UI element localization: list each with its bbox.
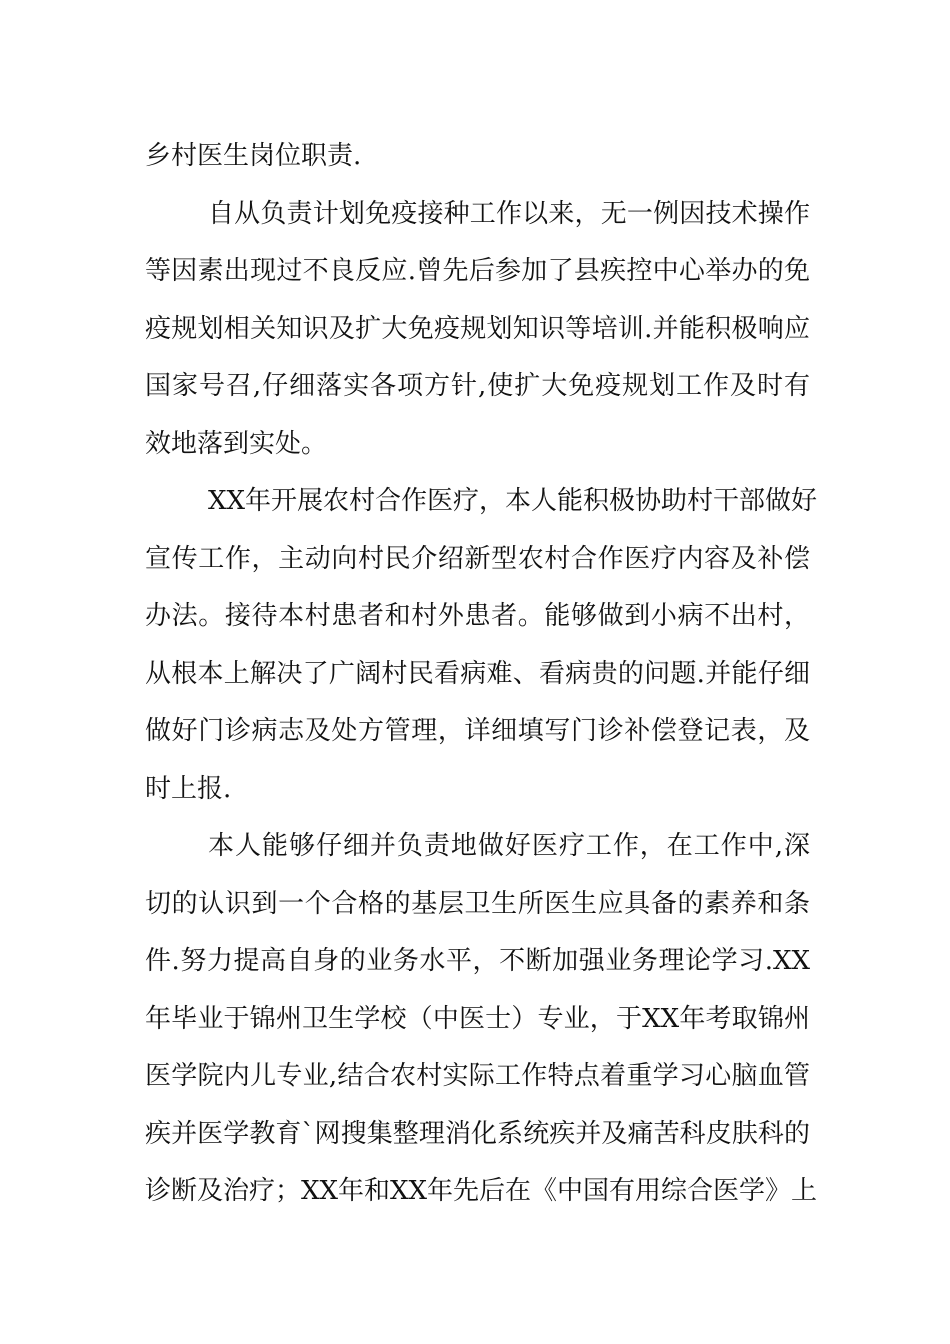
text-line: 国家号召,仔细落实各项方针,使扩大免疫规划工作及时有 bbox=[145, 371, 810, 401]
text-line: 医学院内儿专业,结合农村实际工作特点着重学习心脑血管 bbox=[145, 1061, 810, 1091]
text-line: 办法。接待本村患者和村外患者。能够做到小病不出村， bbox=[145, 601, 810, 631]
text-line: 做好门诊病志及处方管理，详细填写门诊补偿登记表，及 bbox=[145, 716, 810, 746]
paragraph-last-line: 时上报. bbox=[145, 773, 232, 804]
text-line: 切的认识到一个合格的基层卫生所医生应具备的素养和条 bbox=[145, 888, 810, 919]
text-line: 乡村医生岗位职责. bbox=[145, 141, 362, 171]
paragraph-first-line: 自从负责计划免疫接种工作以来，无一例因技术操作 bbox=[208, 198, 810, 229]
text-line: 年毕业于锦州卫生学校（中医士）专业，于XX年考取锦州 bbox=[145, 1003, 810, 1034]
text-line: 诊断及治疗；XX年和XX年先后在《中国有用综合医学》上 bbox=[145, 1176, 818, 1206]
paragraph-first-line: XX年开展农村合作医疗，本人能积极协助村干部做好 bbox=[208, 486, 818, 516]
text-line: 宣传工作，主动向村民介绍新型农村合作医疗内容及补偿 bbox=[145, 543, 810, 574]
text-line: 从根本上解决了广阔村民看病难、看病贵的问题.并能仔细 bbox=[145, 658, 810, 689]
paragraph-first-line: 本人能够仔细并负责地做好医疗工作，在工作中,深 bbox=[208, 831, 810, 861]
text-line: 件.努力提高自身的业务水平，不断加强业务理论学习.XX bbox=[145, 946, 810, 976]
text-line: 疫规划相关知识及扩大免疫规划知识等培训.并能积极响应 bbox=[145, 313, 810, 344]
paragraph-last-line: 效地落到实处。 bbox=[145, 428, 328, 459]
document-body bbox=[145, 128, 818, 1221]
text-line: 疾并医学教育`网搜集整理消化系统疾并及痛苦科皮肤科的 bbox=[145, 1118, 810, 1149]
text-line: 等因素出现过不良反应.曾先后参加了县疾控中心举办的免 bbox=[145, 256, 810, 286]
